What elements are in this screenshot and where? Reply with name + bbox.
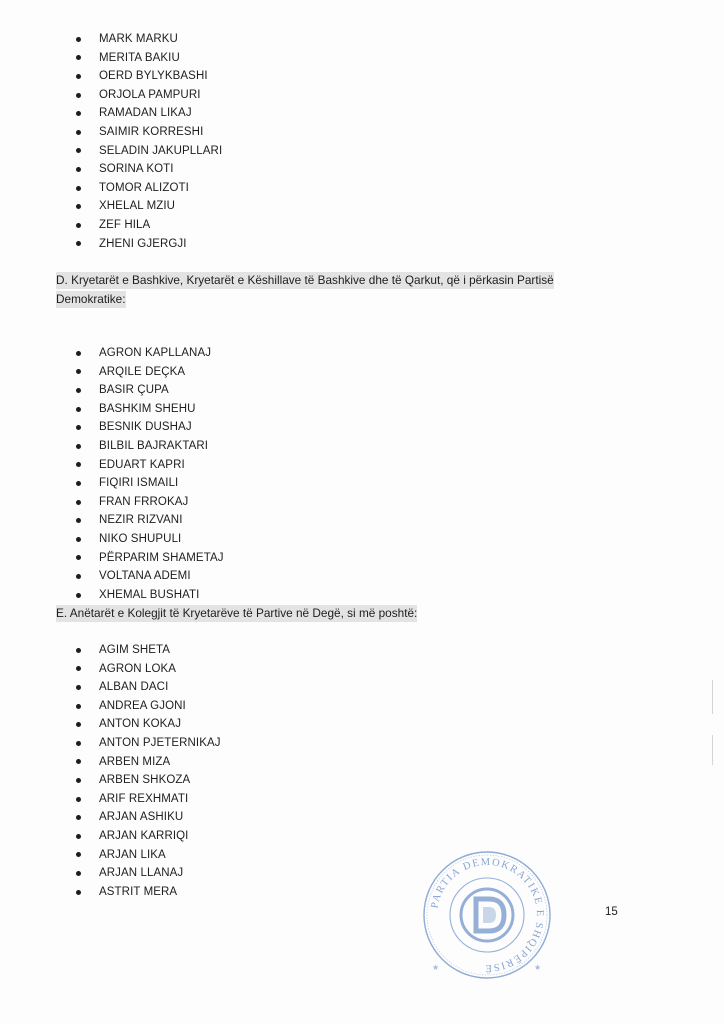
list-item: [76, 567, 224, 586]
bullet-icon: [76, 369, 81, 374]
list-item: [76, 418, 224, 437]
list-item: [76, 530, 224, 549]
list-item: [76, 216, 222, 235]
list-item: [76, 86, 222, 105]
list-item-name: ARBEN SHKOZA: [99, 774, 191, 787]
bullet-icon: [76, 537, 81, 542]
list-item-name: ANDREA GJONI: [99, 699, 186, 712]
list-item: [76, 771, 221, 790]
list-item-name: ARJAN LLANAJ: [99, 867, 184, 880]
list-item-name: BESNIK DUSHAJ: [99, 421, 192, 434]
list-item: [76, 67, 222, 86]
list-item-name: BASIR ÇUPA: [99, 384, 169, 397]
heading-e-text: E. Anëtarët e Kolegjit të Kryetarëve të Partive në Degë, si më poshtë:: [56, 606, 418, 620]
list-item-name: MARK MARKU: [99, 33, 178, 45]
list-item: [76, 660, 221, 679]
list-item-name: TOMOR ALIZOTI: [99, 181, 189, 194]
list-item: [76, 697, 221, 716]
list-item-name: ZEF HILA: [99, 218, 151, 231]
list-item-name: ASTRIT MERA: [99, 885, 178, 898]
bullet-icon: [76, 462, 81, 467]
list-item-name: AGRON KAPLLANAJ: [99, 347, 212, 359]
bullet-icon: [76, 722, 81, 727]
list-item-name: ZHENI GJERGJI: [99, 237, 187, 250]
list-item: [76, 49, 222, 68]
bullet-icon: [76, 797, 81, 802]
list-item: [76, 549, 224, 568]
bullet-icon: [76, 55, 81, 60]
list-item: [76, 734, 221, 753]
list-item-name: AGIM SHETA: [99, 644, 171, 656]
scan-edge-mark: [712, 680, 713, 714]
list-item-name: XHEMAL BUSHATI: [99, 588, 200, 601]
list-item-name: ARBEN MIZA: [99, 755, 171, 768]
bullet-icon: [76, 130, 81, 135]
list-item-name: RAMADAN LIKAJ: [99, 107, 192, 120]
list-item: [76, 678, 221, 697]
bullet-icon: [76, 704, 81, 709]
bullet-icon: [76, 593, 81, 598]
list-item: [76, 493, 224, 512]
list-item-name: AGRON LOKA: [99, 662, 177, 675]
bullet-icon: [76, 666, 81, 671]
bullet-icon: [76, 167, 81, 172]
bullet-icon: [76, 186, 81, 191]
list-item-name: EDUART KAPRI: [99, 458, 185, 471]
bullet-icon: [76, 778, 81, 783]
list-item: [76, 30, 222, 49]
bullet-icon: [76, 388, 81, 393]
svg-text:★: ★: [432, 963, 440, 972]
list-item: [76, 142, 222, 161]
list-item: [76, 381, 224, 400]
list-item: [76, 586, 224, 605]
list-item-name: ANTON KOKAJ: [99, 718, 182, 731]
bullet-icon: [76, 111, 81, 116]
bullet-icon: [76, 685, 81, 690]
bullet-icon: [76, 407, 81, 412]
list-item: [76, 456, 224, 475]
bullet-icon: [76, 204, 81, 209]
list-item-name: BASHKIM SHEHU: [99, 402, 196, 415]
list-item: [76, 864, 221, 883]
bullet-icon: [76, 93, 81, 98]
bullet-icon: [76, 223, 81, 228]
list-item-name: FIQIRI ISMAILI: [99, 477, 179, 490]
list-item: [76, 235, 222, 254]
bullet-icon: [76, 890, 81, 895]
list-item-name: NIKO SHUPULI: [99, 532, 182, 545]
branch-chairs-list: [76, 641, 221, 901]
list-item: [76, 827, 221, 846]
scan-edge-mark: [712, 735, 713, 765]
list-item: [76, 808, 221, 827]
section-heading-e: [56, 604, 417, 623]
bullet-icon: [76, 37, 81, 42]
list-item-name: ARQILE DEÇKA: [99, 365, 186, 378]
bullet-icon: [76, 518, 81, 523]
list-item: [76, 437, 224, 456]
list-item: [76, 883, 221, 902]
list-item: [76, 344, 224, 363]
svg-text:★: ★: [534, 963, 542, 972]
list-item: [76, 641, 221, 660]
list-item: [76, 511, 224, 530]
list-item: [76, 363, 224, 382]
list-item: [76, 160, 222, 179]
bullet-icon: [76, 815, 81, 820]
list-item-name: SELADIN JAKUPLLARI: [99, 144, 223, 157]
list-item-name: ALBAN DACI: [99, 681, 169, 694]
bullet-icon: [76, 555, 81, 560]
list-item-name: ANTON PJETERNIKAJ: [99, 736, 221, 749]
bullet-icon: [76, 148, 81, 153]
member-list-continued: [76, 30, 222, 253]
bullet-icon: [76, 500, 81, 505]
list-item-name: ARIF REXHMATI: [99, 792, 189, 805]
bullet-icon: [76, 759, 81, 764]
list-item-name: FRAN FRROKAJ: [99, 495, 189, 508]
section-heading-d: [56, 271, 626, 309]
heading-d-line-1: D. Kryetarët e Bashkive, Kryetarët e Këshillave të Bashkive dhe të Qarkut, që i përkasin Partisë: [56, 273, 554, 287]
list-item: [76, 846, 221, 865]
list-item-name: OERD BYLYKBASHI: [99, 70, 208, 83]
heading-d-line-2: Demokratike:: [56, 292, 126, 306]
bullet-icon: [76, 741, 81, 746]
list-item-name: MERITA BAKIU: [99, 51, 180, 64]
party-seal-stamp: [420, 848, 554, 982]
bullet-icon: [76, 74, 81, 79]
list-item-name: NEZIR RIZVANI: [99, 514, 183, 527]
list-item-name: ARJAN ASHIKU: [99, 811, 184, 824]
list-item-name: ORJOLA PAMPURI: [99, 88, 201, 101]
bullet-icon: [76, 871, 81, 876]
list-item-name: VOLTANA ADEMI: [99, 570, 191, 583]
list-item: [76, 104, 222, 123]
list-item-name: SAIMIR KORRESHI: [99, 125, 204, 138]
list-item: [76, 179, 222, 198]
mayors-list: [76, 344, 224, 604]
bullet-icon: [76, 852, 81, 857]
bullet-icon: [76, 834, 81, 839]
svg-text:PARTIA DEMOKRATIKE E SHQIPËRIS: PARTIA DEMOKRATIKE E SHQIPËRISË: [429, 856, 546, 974]
list-item-name: PËRPARIM SHAMETAJ: [99, 551, 224, 564]
list-item: [76, 123, 222, 142]
list-item: [76, 400, 224, 419]
list-item-name: SORINA KOTI: [99, 163, 174, 176]
bullet-icon: [76, 648, 81, 653]
list-item-name: BILBIL BAJRAKTARI: [99, 439, 209, 452]
list-item-name: XHELAL MZIU: [99, 200, 176, 213]
list-item: [76, 790, 221, 809]
list-item-name: ARJAN KARRIQI: [99, 829, 189, 842]
list-item: [76, 474, 224, 493]
page-number: 15: [605, 906, 618, 918]
bullet-icon: [76, 425, 81, 430]
bullet-icon: [76, 351, 81, 356]
bullet-icon: [76, 241, 81, 246]
bullet-icon: [76, 481, 81, 486]
list-item-name: ARJAN LIKA: [99, 848, 166, 861]
list-item: [76, 715, 221, 734]
bullet-icon: [76, 444, 81, 449]
list-item: [76, 197, 222, 216]
bullet-icon: [76, 574, 81, 579]
list-item: [76, 753, 221, 772]
